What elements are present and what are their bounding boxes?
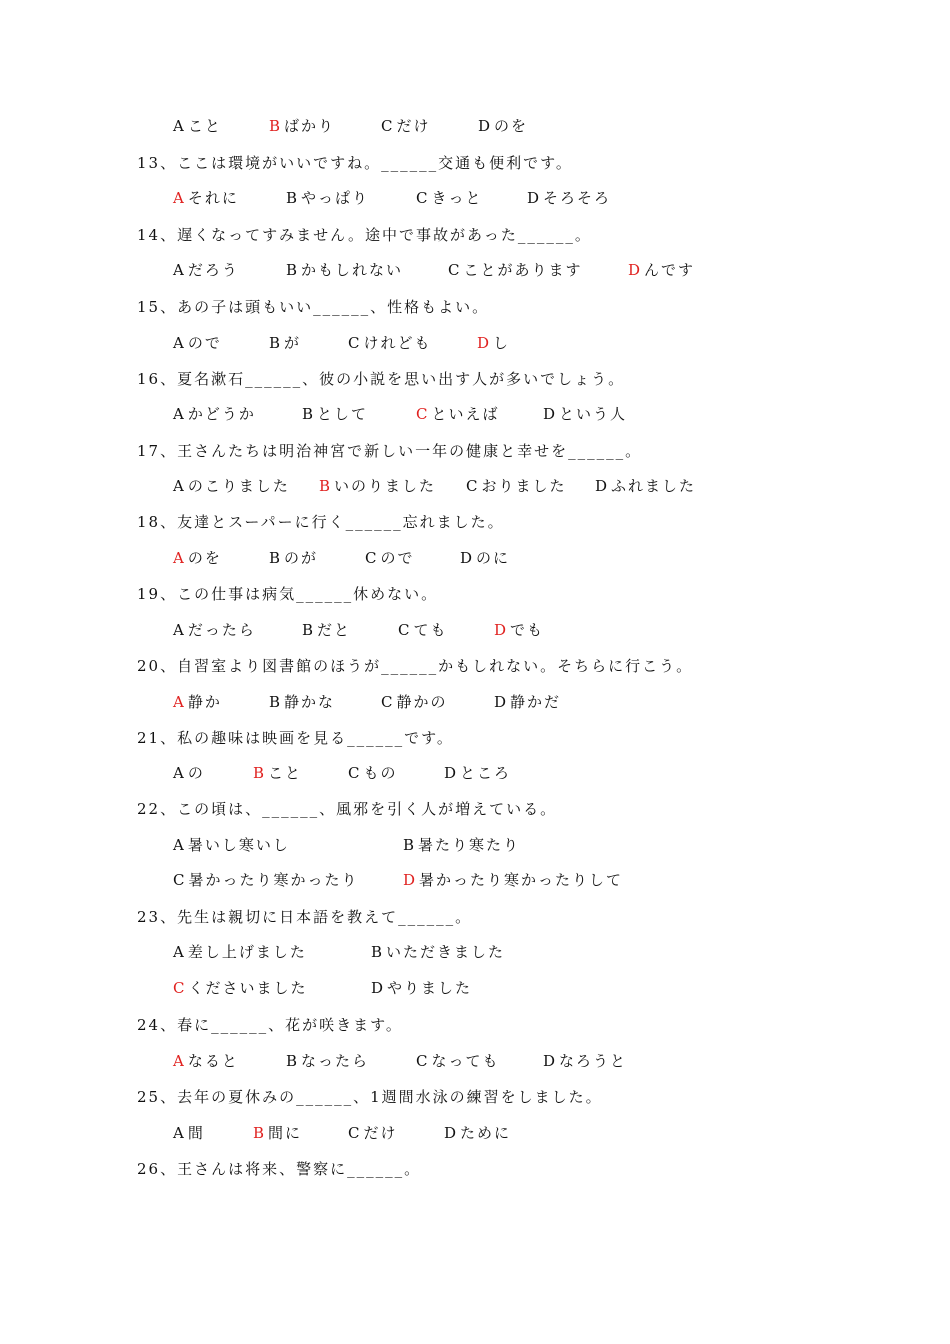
answer-option	[173, 835, 290, 855]
answer-option	[595, 476, 696, 496]
answer-option-correct	[494, 620, 544, 640]
option-letter: D	[543, 405, 558, 423]
option-text: でも	[510, 621, 545, 639]
answer-option	[269, 333, 301, 353]
question-text: 26、王さんは将来、警察に______。	[137, 1160, 422, 1178]
option-text: いのりました	[334, 477, 437, 495]
answer-option	[173, 1123, 205, 1143]
option-letter: B	[269, 549, 283, 567]
option-text: 差し上げました	[187, 943, 307, 961]
option-text: のを	[187, 549, 222, 567]
answer-option	[371, 978, 472, 998]
question-text: 22、この頃は、______、風邪を引く人が増えている。	[137, 800, 558, 818]
option-text: 間に	[268, 1124, 303, 1142]
option-text: だけ	[363, 1124, 398, 1142]
answer-option-correct	[253, 763, 302, 783]
answer-option	[173, 870, 359, 890]
option-letter: B	[269, 334, 283, 352]
option-text: ふれました	[611, 477, 697, 495]
question-text: 19、この仕事は病気______休めない。	[137, 585, 439, 603]
option-letter: A	[173, 189, 186, 207]
answer-option	[527, 188, 611, 208]
option-letter: B	[286, 261, 300, 279]
option-text: なろうと	[559, 1052, 628, 1070]
option-text: が	[284, 334, 302, 352]
answer-option	[371, 942, 505, 962]
answer-option	[348, 333, 432, 353]
answer-option-correct	[403, 870, 623, 890]
option-letter: B	[371, 943, 385, 961]
question-text: 16、夏名漱石______、彼の小説を思い出す人が多いでしょう。	[137, 370, 626, 388]
option-text: かどうか	[187, 405, 256, 423]
option-text: んです	[644, 261, 696, 279]
answer-option	[173, 763, 205, 783]
option-text: のを	[494, 117, 529, 135]
option-letter: A	[173, 693, 186, 711]
option-letter: D	[478, 117, 493, 135]
option-text: だろう	[187, 261, 239, 279]
option-letter: D	[403, 871, 418, 889]
option-letter: C	[173, 979, 187, 997]
option-letter: D	[527, 189, 542, 207]
option-text: それに	[187, 189, 239, 207]
answer-option	[543, 404, 627, 424]
option-letter: A	[173, 477, 186, 495]
option-letter: C	[348, 334, 362, 352]
answer-option	[478, 116, 528, 136]
option-text: やっぱり	[301, 189, 370, 207]
answer-option	[173, 333, 222, 353]
option-text: のが	[284, 549, 319, 567]
option-letter: C	[381, 117, 395, 135]
answer-option	[348, 763, 398, 783]
option-letter: C	[416, 189, 430, 207]
option-text: だけ	[396, 117, 431, 135]
option-letter: A	[173, 836, 186, 854]
option-text: 暑たり寒たり	[418, 836, 521, 854]
option-text: 暑いし寒いし	[187, 836, 290, 854]
option-letter: B	[269, 117, 283, 135]
option-text: だったら	[187, 621, 256, 639]
option-text: といえば	[431, 405, 500, 423]
answer-option	[173, 476, 290, 496]
option-text: きっと	[431, 189, 483, 207]
option-letter: A	[173, 943, 186, 961]
answer-option	[173, 404, 256, 424]
option-text: やりました	[387, 979, 473, 997]
option-text: 静かな	[284, 693, 336, 711]
question-text: 23、先生は親切に日本語を教えて______。	[137, 908, 473, 926]
answer-option-correct	[269, 116, 335, 136]
answer-option	[403, 835, 520, 855]
option-letter: C	[348, 1124, 362, 1142]
option-letter: C	[348, 764, 362, 782]
answer-option-correct	[253, 1123, 302, 1143]
answer-option	[444, 1123, 511, 1143]
option-text: もの	[363, 764, 398, 782]
option-text: ても	[413, 621, 448, 639]
answer-option	[460, 548, 510, 568]
option-letter: C	[416, 1052, 430, 1070]
answer-option-correct	[173, 548, 222, 568]
answer-option-correct	[173, 978, 308, 998]
answer-option	[466, 476, 567, 496]
option-text: 間	[187, 1124, 205, 1142]
question-text: 13、ここは環境がいいですね。______交通も便利です。	[137, 154, 573, 172]
option-text: くださいました	[188, 979, 308, 997]
answer-option-correct	[173, 692, 222, 712]
answer-option	[448, 260, 583, 280]
answer-option	[302, 404, 368, 424]
option-letter: D	[628, 261, 643, 279]
option-text: 静かだ	[510, 693, 562, 711]
option-text: のに	[476, 549, 511, 567]
answer-option	[381, 692, 448, 712]
option-letter: D	[371, 979, 386, 997]
option-letter: B	[286, 189, 300, 207]
answer-option	[286, 260, 403, 280]
option-text: 暑かったり寒かったり	[188, 871, 359, 889]
option-text: 静かの	[396, 693, 448, 711]
answer-option	[416, 188, 483, 208]
option-letter: D	[494, 693, 509, 711]
question-text: 24、春に______、花が咲きます。	[137, 1016, 403, 1034]
answer-option-correct	[319, 476, 436, 496]
option-letter: C	[466, 477, 480, 495]
question-text: 25、去年の夏休みの______、1週間水泳の練習をしました。	[137, 1088, 603, 1106]
option-text: 暑かったり寒かったりして	[419, 871, 624, 889]
option-letter: A	[173, 261, 186, 279]
answer-option	[269, 548, 318, 568]
option-text: ので	[380, 549, 415, 567]
option-letter: D	[460, 549, 475, 567]
question-text: 17、王さんたちは明治神宮で新しい一年の健康と幸せを______。	[137, 442, 643, 460]
answer-option-correct	[173, 1051, 239, 1071]
option-text: けれども	[363, 334, 432, 352]
option-text: の	[187, 764, 205, 782]
option-text: し	[493, 334, 511, 352]
option-text: おりました	[481, 477, 567, 495]
answer-option	[398, 620, 448, 640]
option-text: なっても	[431, 1052, 500, 1070]
answer-option	[173, 260, 239, 280]
option-letter: C	[381, 693, 395, 711]
option-letter: B	[253, 764, 267, 782]
option-letter: A	[173, 117, 186, 135]
option-text: なったら	[301, 1052, 370, 1070]
option-letter: D	[494, 621, 509, 639]
answer-option	[494, 692, 561, 712]
option-letter: C	[398, 621, 412, 639]
answer-option	[173, 942, 307, 962]
option-text: かもしれない	[301, 261, 404, 279]
option-text: という人	[559, 405, 628, 423]
answer-option	[302, 620, 351, 640]
option-text: なると	[187, 1052, 239, 1070]
option-text: そろそろ	[543, 189, 612, 207]
question-text: 15、あの子は頭もいい______、性格もよい。	[137, 298, 490, 316]
option-letter: D	[543, 1052, 558, 1070]
option-text: ので	[187, 334, 222, 352]
option-letter: D	[444, 1124, 459, 1142]
option-text: ところ	[460, 764, 512, 782]
question-text: 21、私の趣味は映画を見る______です。	[137, 729, 454, 747]
option-text: として	[317, 405, 369, 423]
option-letter: A	[173, 1052, 186, 1070]
option-letter: A	[173, 549, 186, 567]
answer-option-correct	[173, 188, 239, 208]
option-letter: B	[253, 1124, 267, 1142]
option-text: いただきました	[386, 943, 506, 961]
question-text: 14、遅くなってすみません。途中で事故があった______。	[137, 226, 592, 244]
answer-option	[543, 1051, 627, 1071]
answer-option	[173, 116, 222, 136]
option-letter: B	[302, 621, 316, 639]
option-letter: B	[286, 1052, 300, 1070]
answer-option	[365, 548, 415, 568]
answer-option	[416, 1051, 500, 1071]
answer-option	[286, 188, 369, 208]
option-text: 静か	[187, 693, 222, 711]
option-letter: B	[403, 836, 417, 854]
option-text: のこりました	[187, 477, 290, 495]
answer-option	[269, 692, 335, 712]
option-text: こと	[268, 764, 303, 782]
answer-option	[173, 620, 256, 640]
answer-option-correct	[628, 260, 695, 280]
option-letter: C	[448, 261, 462, 279]
option-letter: B	[269, 693, 283, 711]
question-text: 20、自習室より図書館のほうが______かもしれない。そちらに行こう。	[137, 657, 694, 675]
option-letter: A	[173, 1124, 186, 1142]
option-text: ために	[460, 1124, 512, 1142]
answer-option	[381, 116, 431, 136]
answer-option	[444, 763, 511, 783]
answer-option-correct	[477, 333, 510, 353]
answer-option	[286, 1051, 369, 1071]
option-letter: D	[595, 477, 610, 495]
option-letter: A	[173, 405, 186, 423]
option-letter: A	[173, 764, 186, 782]
question-text: 18、友達とスーパーに行く______忘れました。	[137, 513, 505, 531]
option-letter: D	[444, 764, 459, 782]
option-letter: C	[173, 871, 187, 889]
option-letter: D	[477, 334, 492, 352]
option-text: ことがあります	[463, 261, 583, 279]
option-letter: C	[416, 405, 430, 423]
option-text: だと	[317, 621, 352, 639]
answer-option-correct	[416, 404, 500, 424]
option-letter: B	[302, 405, 316, 423]
option-letter: C	[365, 549, 379, 567]
option-letter: B	[319, 477, 333, 495]
option-letter: A	[173, 334, 186, 352]
option-text: こと	[187, 117, 222, 135]
answer-option	[348, 1123, 398, 1143]
option-letter: A	[173, 621, 186, 639]
option-text: ばかり	[284, 117, 336, 135]
